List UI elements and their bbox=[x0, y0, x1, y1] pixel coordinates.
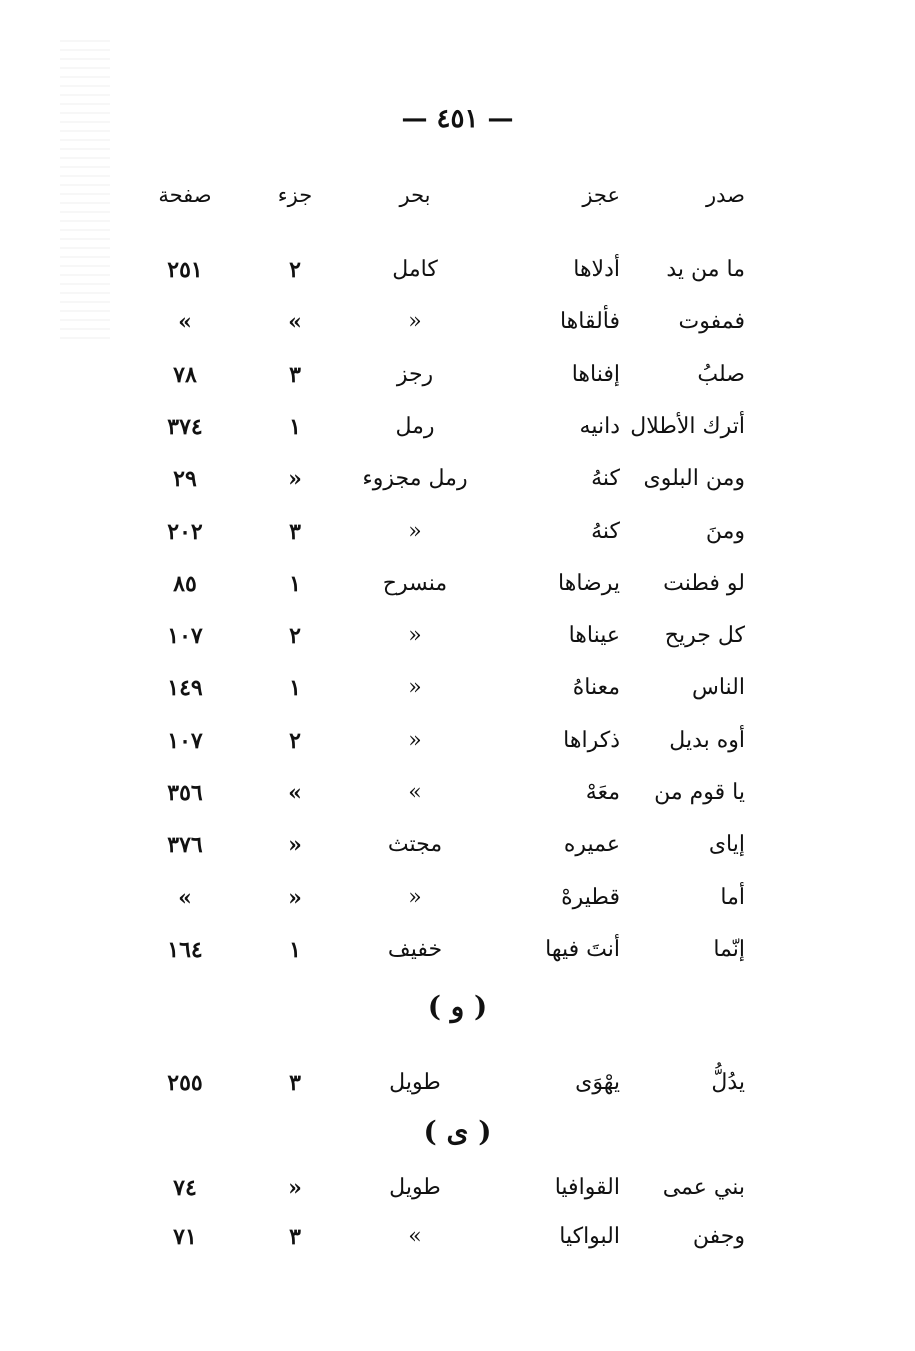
cell-sadr: ومن البلوى bbox=[643, 466, 745, 492]
cell-ajz: يهْوَى bbox=[575, 1070, 620, 1095]
cell-juz: » bbox=[288, 780, 302, 806]
cell-sadr: إياى bbox=[708, 832, 745, 858]
cell-ajz: فألقاها bbox=[559, 309, 620, 335]
cell-page: ١٦٤ bbox=[167, 936, 203, 963]
cell-bahr: « bbox=[408, 518, 422, 544]
header-sadr: صدر bbox=[706, 183, 745, 207]
cell-page: ١٠٧ bbox=[167, 623, 203, 650]
cell-juz: » bbox=[288, 309, 302, 336]
cell-juz: ١ bbox=[289, 570, 301, 597]
table-row bbox=[0, 355, 915, 395]
cell-ajz: دانيه bbox=[579, 413, 620, 439]
table-row bbox=[0, 668, 915, 708]
cell-bahr: خفيف bbox=[387, 936, 443, 962]
cell-sadr: الناس bbox=[691, 675, 745, 701]
cell-bahr: « bbox=[408, 884, 422, 910]
table-row bbox=[0, 407, 915, 447]
cell-bahr: مجتث bbox=[387, 832, 443, 858]
cell-sadr: أما bbox=[720, 884, 745, 910]
cell-ajz: ذكراها bbox=[563, 727, 620, 753]
cell-page: ٣٧٦ bbox=[167, 832, 203, 859]
header-ajz: عجز bbox=[582, 183, 620, 207]
table-row bbox=[0, 721, 915, 761]
table-header bbox=[0, 175, 915, 215]
cell-page: ٣٥٦ bbox=[167, 780, 203, 806]
header-page: صفحة bbox=[158, 183, 212, 207]
cell-page: ٨٥ bbox=[173, 570, 197, 597]
cell-bahr: طويل bbox=[389, 1175, 441, 1200]
cell-page: » bbox=[178, 309, 192, 336]
cell-sadr: أترك الأطلال bbox=[630, 413, 745, 439]
cell-juz: ١ bbox=[289, 413, 301, 440]
cell-juz: ٢ bbox=[289, 623, 301, 650]
cell-bahr: رمل مجزوء bbox=[362, 466, 468, 492]
table-row bbox=[0, 878, 915, 918]
cell-page: ٢٠٢ bbox=[167, 518, 203, 545]
cell-ajz: كنهُ bbox=[591, 466, 620, 492]
cell-sadr: يدُلُّ bbox=[711, 1070, 745, 1095]
cell-sadr: أوه بديل bbox=[669, 727, 745, 753]
cell-page: ٧٤ bbox=[173, 1175, 197, 1201]
cell-juz: ٣ bbox=[289, 1070, 301, 1096]
table-row bbox=[0, 1217, 915, 1257]
cell-ajz: عيناها bbox=[568, 623, 620, 649]
cell-juz: ١ bbox=[289, 936, 301, 963]
cell-sadr: وجفن bbox=[692, 1224, 745, 1249]
cell-juz: ٢ bbox=[289, 727, 301, 754]
cell-bahr: « bbox=[408, 309, 422, 335]
table-row bbox=[0, 930, 915, 970]
cell-juz: ٣ bbox=[289, 361, 301, 388]
header-bahr: بحر bbox=[399, 183, 431, 207]
cell-sadr: كل جريح bbox=[664, 623, 745, 649]
cell-page: ٧١ bbox=[173, 1224, 197, 1250]
table-row bbox=[0, 250, 915, 290]
cell-bahr: « bbox=[408, 727, 422, 753]
cell-page: ٢٩ bbox=[173, 466, 197, 493]
cell-juz: « bbox=[288, 466, 302, 493]
cell-sadr: بني عمى bbox=[662, 1175, 745, 1200]
section-heading-ya: ( ى ) bbox=[423, 1115, 492, 1148]
cell-ajz: معَهْ bbox=[585, 780, 620, 805]
page-number: — ٤٥١ — bbox=[401, 104, 514, 134]
table-row bbox=[0, 616, 915, 656]
cell-sadr: فمفوت bbox=[678, 309, 745, 335]
cell-ajz: أنتَ فيها bbox=[545, 936, 620, 962]
cell-bahr: رمل bbox=[395, 413, 435, 439]
cell-ajz: أدلاها bbox=[573, 257, 620, 282]
cell-sadr: ما من يد bbox=[666, 257, 745, 282]
cell-bahr: منسرح bbox=[382, 570, 448, 596]
cell-page: ١٠٧ bbox=[167, 727, 203, 754]
cell-ajz: البواكيا bbox=[559, 1224, 620, 1249]
cell-page: » bbox=[178, 884, 192, 911]
cell-juz: ١ bbox=[289, 675, 301, 702]
cell-juz: ٣ bbox=[289, 518, 301, 545]
cell-juz: « bbox=[288, 884, 302, 911]
table-row bbox=[0, 1168, 915, 1208]
cell-page: ٣٧٤ bbox=[167, 413, 203, 440]
cell-page: ٢٥١ bbox=[167, 257, 203, 283]
cell-sadr: صلبُ bbox=[697, 361, 745, 387]
cell-bahr: « bbox=[408, 623, 422, 649]
cell-sadr: ومنَ bbox=[705, 518, 745, 544]
cell-sadr: يا قوم من bbox=[654, 780, 745, 805]
cell-bahr: رجز bbox=[396, 361, 434, 387]
cell-bahr: طويل bbox=[389, 1070, 441, 1095]
cell-ajz: قطيرهْ bbox=[561, 884, 620, 910]
table-row bbox=[0, 825, 915, 865]
cell-page: ٧٨ bbox=[173, 361, 197, 388]
cell-juz: ٢ bbox=[289, 257, 301, 283]
cell-bahr: » bbox=[408, 1224, 422, 1249]
table-row bbox=[0, 773, 915, 813]
cell-ajz: معناهُ bbox=[572, 675, 620, 701]
cell-ajz: إفناها bbox=[571, 361, 620, 387]
cell-bahr: كامل bbox=[392, 257, 438, 282]
cell-bahr: « bbox=[408, 675, 422, 701]
header-juz: جزء bbox=[277, 183, 313, 207]
cell-bahr: » bbox=[408, 780, 422, 805]
cell-ajz: يرضاها bbox=[558, 570, 620, 596]
table-row bbox=[0, 564, 915, 604]
cell-juz: « bbox=[288, 1175, 302, 1201]
table-row bbox=[0, 1063, 915, 1103]
table-row bbox=[0, 302, 915, 342]
cell-juz: ٣ bbox=[289, 1224, 301, 1250]
section-heading-waw: ( و ) bbox=[427, 990, 488, 1023]
cell-ajz: كنهُ bbox=[591, 518, 620, 544]
cell-page: ٢٥٥ bbox=[167, 1070, 203, 1096]
cell-sadr: لو فطنت bbox=[663, 570, 745, 596]
cell-ajz: عميره bbox=[563, 832, 620, 858]
cell-sadr: إنّما bbox=[713, 936, 745, 962]
cell-ajz: القوافيا bbox=[554, 1175, 620, 1200]
cell-juz: « bbox=[288, 832, 302, 859]
table-row bbox=[0, 459, 915, 499]
cell-page: ١٤٩ bbox=[167, 675, 203, 702]
table-row bbox=[0, 512, 915, 552]
